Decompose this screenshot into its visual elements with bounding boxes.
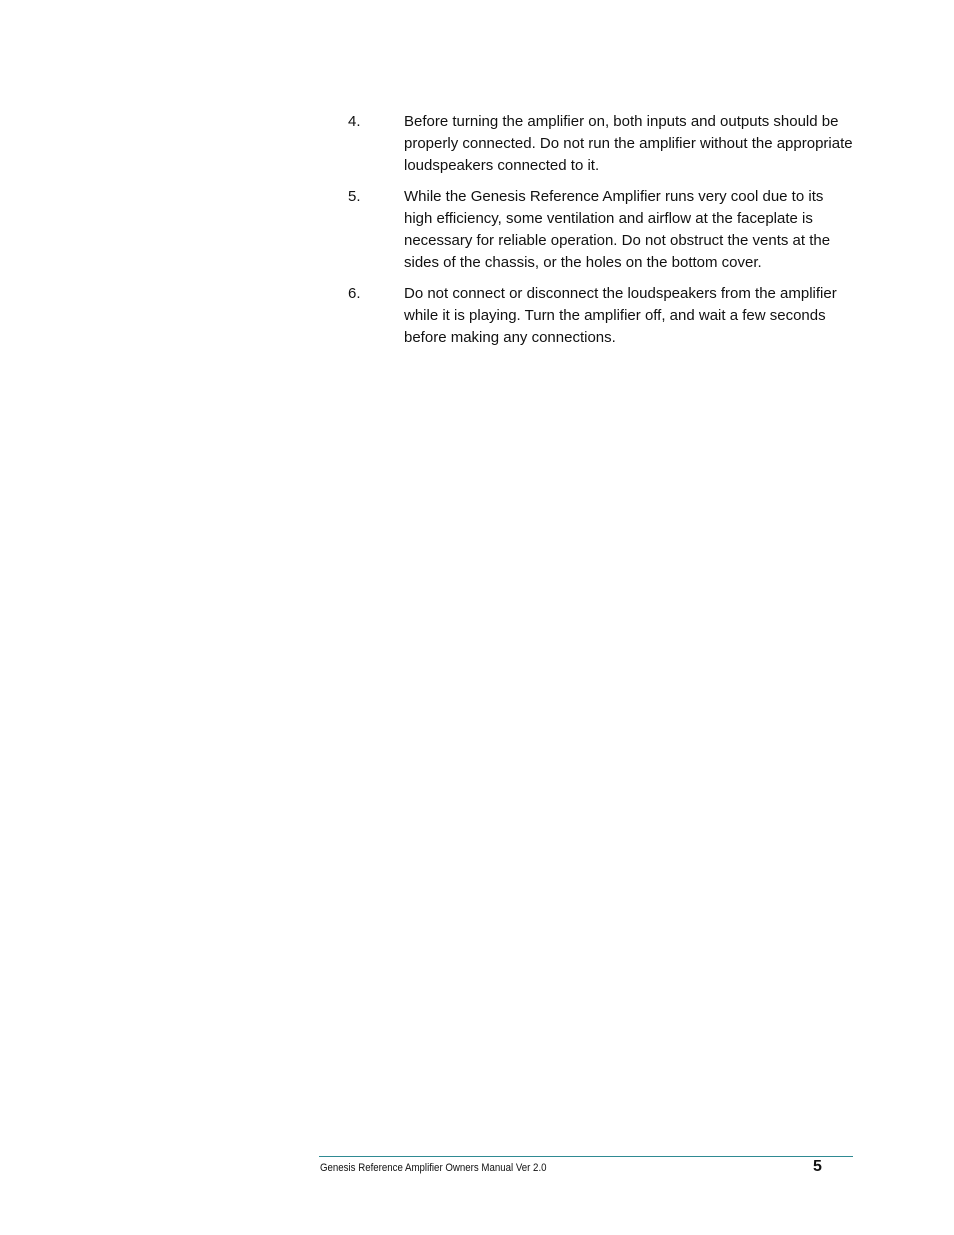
list-item-number: 5. bbox=[348, 188, 361, 205]
page-number: 5 bbox=[813, 1158, 822, 1175]
list-item-text: While the Genesis Reference Amplifier runs very cool due to its high efficiency, some ventilation and airflow at the faceplate is necessary for reliable operation. Do not obstruct the vents at the sides of the chassis, or the holes on the bottom cover. bbox=[404, 188, 831, 271]
page-footer bbox=[319, 1156, 853, 1186]
footer-document-title: Genesis Reference Amplifier Owners Manual Ver 2.0 bbox=[320, 1162, 547, 1174]
list-item-number: 4. bbox=[348, 113, 361, 130]
list-item bbox=[348, 111, 854, 177]
footer-divider bbox=[319, 1156, 853, 1157]
list-item bbox=[348, 283, 854, 349]
list-item-text: Do not connect or disconnect the loudspeakers from the amplifier while it is playing. Turn the amplifier off, and wait a few seconds before making any connections. bbox=[404, 285, 837, 346]
list-item-number: 6. bbox=[348, 285, 361, 302]
list-item bbox=[348, 186, 854, 274]
list-item-text: Before turning the amplifier on, both inputs and outputs should be properly connected. Do not run the amplifier without the appropriate loudspeakers connected to it. bbox=[404, 113, 853, 174]
numbered-list bbox=[348, 111, 854, 358]
